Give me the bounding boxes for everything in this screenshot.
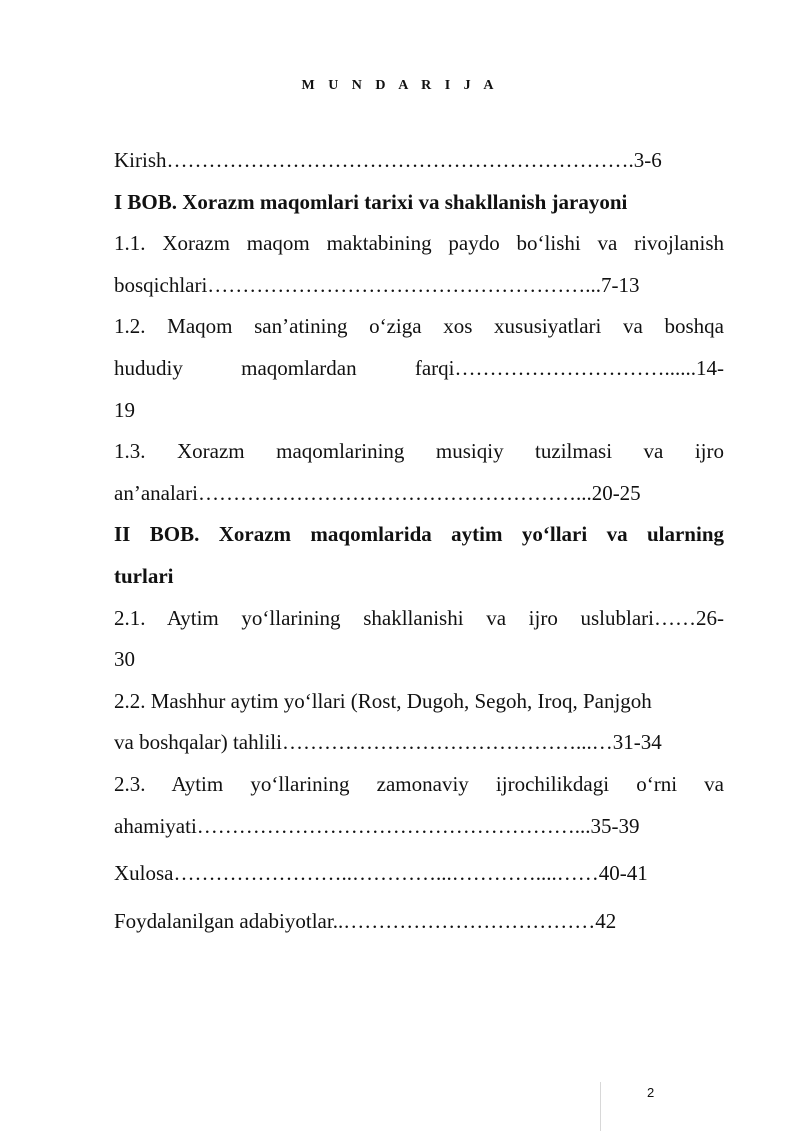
contents-title: M U N D A R I J A bbox=[301, 78, 499, 93]
toc-entry-2-3-line2: ahamiyati………………………………………………...35-39 bbox=[114, 813, 640, 838]
margin-divider bbox=[600, 1082, 601, 1131]
toc-chapter-1: I BOB. Xorazm maqomlari tarixi va shakllanish jarayoni bbox=[114, 189, 628, 214]
toc-chapter-2-line2: turlari bbox=[114, 563, 174, 588]
toc-entry-2-1-line2: 30 bbox=[114, 647, 135, 672]
toc-entry-1-1-line2: bosqichlari………………………………………………...7-13 bbox=[114, 272, 640, 297]
toc-entry-adabiyotlar: Foydalanilgan adabiyotlar..………………………………42 bbox=[114, 908, 617, 933]
toc-entry-2-3-line1: 2.3. Aytim yo‘llarining zamonaviy ijrochilikdagi o‘rni va bbox=[114, 771, 724, 796]
toc-entry-2-1-line1: 2.1. Aytim yo‘llarining shakllanishi va ijro uslublari……26- bbox=[114, 605, 724, 630]
toc-entry-1-3-line1: 1.3. Xorazm maqomlarining musiqiy tuzilmasi va ijro bbox=[114, 439, 724, 464]
toc-entry-1-3-line2: an’analari………………………………………………...20-25 bbox=[114, 480, 641, 505]
toc-entry-2-2-line2: va boshqalar) tahlili……………………………………...…31-34 bbox=[114, 730, 662, 755]
toc-entry-2-2-line1: 2.2. Mashhur aytim yo‘llari (Rost, Dugoh, Segoh, Iroq, Panjgoh bbox=[114, 688, 652, 713]
toc-entry-1-2-line3: 19 bbox=[114, 397, 135, 422]
toc-entry-1-2-line2: hududiy maqomlardan farqi…………………………......14- bbox=[114, 355, 724, 380]
toc-entry-1-2-line1: 1.2. Maqom san’atining o‘ziga xos xususiyatlari va boshqa bbox=[114, 314, 724, 339]
toc-entry-xulosa: Xulosa……………………..…………...…………....……40-41 bbox=[114, 861, 648, 886]
table-of-contents bbox=[114, 140, 724, 942]
toc-chapter-2-line1: II BOB. Xorazm maqomlarida aytim yo‘llari va ularning bbox=[114, 522, 724, 547]
page-number: 2 bbox=[647, 1085, 655, 1100]
toc-entry-1-1-line1: 1.1. Xorazm maqom maktabining paydo bo‘lishi va rivojlanish bbox=[114, 231, 724, 256]
toc-entry-kirish: Kirish………………………………………………………….3-6 bbox=[114, 148, 662, 172]
